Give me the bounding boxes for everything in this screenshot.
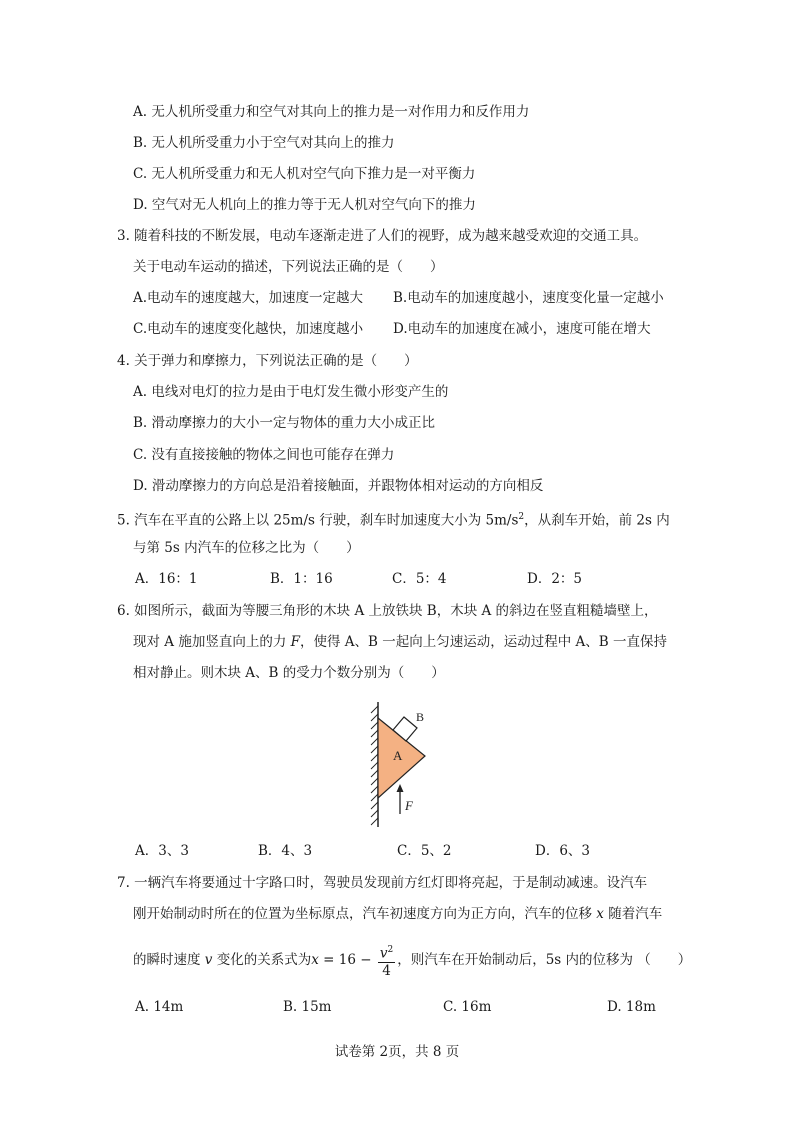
q5-stem-line1-a: 5. 汽车在平直的公路上以 25m/s 行驶，刹车时加速度大小为 5m/s (117, 512, 519, 529)
q5-exponent: 2 (518, 512, 525, 522)
q6-stem-line2-b: ，使得 A、B 一起向上匀速运动，运动过程中 A、B 一直保持 (300, 634, 668, 650)
q4-option-b: B. 滑动摩擦力的大小一定与物体的重力大小成正比 (133, 415, 436, 431)
q7-formula-eq: = 16 − (318, 952, 376, 968)
q6-figure (365, 700, 435, 830)
q6-stem-line3: 相对静止。则木块 A、B 的受力个数分别为（ ） (133, 665, 445, 681)
q7-formula-denominator: 4 (382, 962, 391, 979)
q2-option-a: A. 无人机所受重力和空气对其向上的推力是一对作用力和反作用力 (133, 104, 530, 120)
q7-formula-numerator (378, 942, 395, 963)
q4-option-a: A. 电线对电灯的拉力是由于电灯发生微小形变产生的 (133, 384, 449, 400)
label-f: F (405, 798, 413, 813)
q6-force-variable: F (290, 634, 300, 650)
q4-option-c: C. 没有直接接触的物体之间也可能存在弹力 (133, 447, 395, 463)
page-footer: 试卷第 2页，共 8 页 (334, 1044, 460, 1060)
q7-option-c: C. 16m (443, 999, 492, 1015)
q4-stem: 4. 关于弹力和摩擦力，下列说法正确的是（ ） (117, 353, 418, 369)
q7-formula-fraction (378, 942, 395, 979)
q7-formula (311, 945, 397, 979)
q5-option-d: D．2：5 (527, 571, 583, 587)
q6-option-c: C．5、2 (397, 843, 452, 859)
q7-var-x: x (596, 906, 604, 922)
q7-stem-line1: 7. 一辆汽车将要通过十字路口时，驾驶员发现前方红灯即将亮起，于是制动减速。设汽车 (117, 875, 648, 891)
q7-stem-line3 (133, 939, 691, 981)
q6-option-d: D．6、3 (535, 843, 591, 859)
q5-stem-line2: 与第 5s 内汽车的位移之比为（ ） (133, 540, 360, 556)
q3-option-c: C.电动车的速度变化越快，加速度越小 (133, 321, 364, 337)
q7-option-d: D. 18m (607, 999, 656, 1015)
q7-option-a: A. 14m (135, 999, 184, 1015)
label-a: A (393, 748, 403, 763)
q7-stem-line2-b: 随着汽车 (603, 906, 663, 922)
q2-option-c: C. 无人机所受重力和无人机对空气向下推力是一对平衡力 (133, 166, 476, 182)
force-arrow-head (397, 784, 404, 792)
q5-stem-line1 (117, 508, 670, 530)
q2-option-b: B. 无人机所受重力小于空气对其向上的推力 (133, 135, 395, 151)
q7-stem-line3-c: ，则汽车在开始制动后，5s 内的位移为 （ ） (397, 952, 692, 968)
q6-stem-line1: 6. 如图所示，截面为等腰三角形的木块 A 上放铁块 B，木块 A 的斜边在竖直粗糙墙壁上， (117, 603, 658, 619)
q3-option-d: D.电动车的加速度在减小，速度可能在增大 (393, 321, 651, 337)
wall-hatching (371, 706, 378, 825)
q5-stem-line1-b: ，从刹车开始，前 2s 内 (524, 512, 670, 529)
q3-stem-line1: 3. 随着科技的不断发展，电动车逐渐走进了人们的视野，成为越来越受欢迎的交通工具。 (117, 228, 648, 244)
q7-stem-line3-a: 的瞬时速度 (133, 952, 205, 968)
q6-option-b: B．4、3 (258, 843, 313, 859)
q7-formula-lhs: x (311, 952, 319, 968)
q4-option-d: D. 滑动摩擦力的方向总是沿着接触面，并跟物体相对运动的方向相反 (133, 478, 544, 494)
q3-option-b: B.电动车的加速度越小，速度变化量一定越小 (393, 290, 664, 306)
q5-option-a: A．16：1 (135, 571, 198, 587)
q2-option-d: D. 空气对无人机向上的推力等于无人机对空气向下的推力 (133, 197, 476, 213)
q7-stem-line2 (133, 905, 662, 923)
q7-formula-num-exp: 2 (387, 945, 394, 956)
q3-option-a: A.电动车的速度越大，加速度一定越大 (133, 290, 364, 306)
q7-formula-num-var: v (379, 945, 388, 962)
q7-stem-line3-b: 变化的关系式为 (212, 952, 312, 968)
q5-option-b: B．1：16 (270, 571, 333, 587)
q7-option-b: B. 15m (283, 999, 332, 1015)
q3-stem-line2: 关于电动车运动的描述，下列说法正确的是（ ） (133, 259, 444, 275)
q7-stem-line2-a: 刚开始制动时所在的位置为坐标原点，汽车初速度方向为正方向，汽车的位移 (133, 906, 597, 922)
q7-var-v: v (204, 952, 213, 968)
q6-option-a: A．3、3 (135, 843, 189, 859)
label-b: B (416, 710, 425, 724)
q5-option-c: C．5：4 (392, 571, 447, 587)
q6-stem-line2-a: 现对 A 施加竖直向上的力 (133, 634, 291, 650)
q6-stem-line2 (133, 633, 667, 651)
